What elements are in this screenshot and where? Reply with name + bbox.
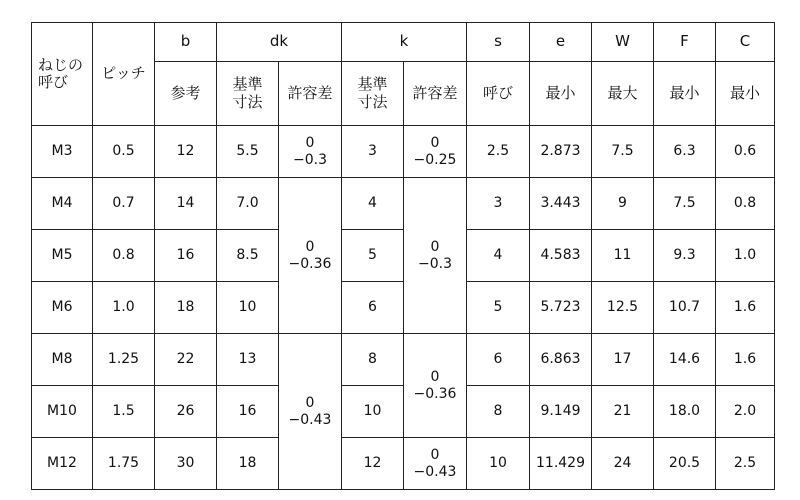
dk-cell: 18 (217, 438, 279, 490)
w-cell: 7.5 (592, 126, 654, 178)
dk-tolerance-cell: 0 −0.43 (279, 334, 342, 490)
f-cell: 14.6 (654, 334, 716, 386)
b-cell: 18 (155, 282, 217, 334)
table-row (32, 178, 775, 230)
table-row (32, 230, 775, 282)
dk-tolerance-cell: 0 −0.36 (279, 178, 342, 334)
size-cell: M4 (32, 178, 93, 230)
dk-tolerance-cell: 0 −0.3 (279, 126, 342, 178)
w-cell: 21 (592, 386, 654, 438)
e-cell: 3.443 (530, 178, 592, 230)
c-sub-header: 最小 (716, 62, 775, 126)
f-cell: 18.0 (654, 386, 716, 438)
table-row (32, 334, 775, 386)
k-tolerance-cell: 0 −0.25 (404, 126, 467, 178)
dk-cell: 16 (217, 386, 279, 438)
dk-cell: 5.5 (217, 126, 279, 178)
f-sub-header: 最小 (654, 62, 716, 126)
s-cell: 2.5 (467, 126, 530, 178)
size-cell: M8 (32, 334, 93, 386)
pitch-cell: 0.7 (93, 178, 155, 230)
s-sub-header: 呼び (467, 62, 530, 126)
b-header: b (155, 23, 217, 62)
k-tolerance-cell: 0 −0.43 (404, 438, 467, 490)
size-cell: M12 (32, 438, 93, 490)
screw-spec-table (31, 22, 775, 490)
size-header: ねじの 呼び (32, 23, 93, 126)
dk-nominal-header: 基準 寸法 (217, 62, 279, 126)
s-cell: 8 (467, 386, 530, 438)
e-header: e (530, 23, 592, 62)
pitch-cell: 1.0 (93, 282, 155, 334)
b-cell: 16 (155, 230, 217, 282)
k-tolerance-cell: 0 −0.36 (404, 334, 467, 438)
k-cell: 6 (342, 282, 404, 334)
b-sub-header: 参考 (155, 62, 217, 126)
c-cell: 0.6 (716, 126, 775, 178)
pitch-cell: 0.5 (93, 126, 155, 178)
c-cell: 2.5 (716, 438, 775, 490)
dk-tolerance-header: 許容差 (279, 62, 342, 126)
s-cell: 3 (467, 178, 530, 230)
b-cell: 30 (155, 438, 217, 490)
dk-cell: 13 (217, 334, 279, 386)
s-cell: 10 (467, 438, 530, 490)
c-cell: 1.6 (716, 282, 775, 334)
k-header: k (342, 23, 467, 62)
k-cell: 12 (342, 438, 404, 490)
e-cell: 11.429 (530, 438, 592, 490)
size-cell: M3 (32, 126, 93, 178)
pitch-cell: 0.8 (93, 230, 155, 282)
b-cell: 12 (155, 126, 217, 178)
table-row (32, 386, 775, 438)
table-row (32, 126, 775, 178)
size-cell: M6 (32, 282, 93, 334)
header-row-top (32, 23, 775, 62)
e-cell: 5.723 (530, 282, 592, 334)
e-cell: 4.583 (530, 230, 592, 282)
k-cell: 8 (342, 334, 404, 386)
pitch-cell: 1.25 (93, 334, 155, 386)
dk-cell: 7.0 (217, 178, 279, 230)
b-cell: 14 (155, 178, 217, 230)
k-tolerance-cell: 0 −0.3 (404, 178, 467, 334)
dk-header: dk (217, 23, 342, 62)
dk-cell: 8.5 (217, 230, 279, 282)
k-cell: 5 (342, 230, 404, 282)
f-cell: 10.7 (654, 282, 716, 334)
f-header: F (654, 23, 716, 62)
e-cell: 2.873 (530, 126, 592, 178)
b-cell: 26 (155, 386, 217, 438)
w-cell: 12.5 (592, 282, 654, 334)
f-cell: 7.5 (654, 178, 716, 230)
c-cell: 0.8 (716, 178, 775, 230)
s-cell: 6 (467, 334, 530, 386)
k-cell: 10 (342, 386, 404, 438)
c-cell: 1.0 (716, 230, 775, 282)
s-header: s (467, 23, 530, 62)
size-cell: M5 (32, 230, 93, 282)
w-cell: 24 (592, 438, 654, 490)
s-cell: 5 (467, 282, 530, 334)
c-header: C (716, 23, 775, 62)
table-row (32, 282, 775, 334)
w-cell: 17 (592, 334, 654, 386)
size-cell: M10 (32, 386, 93, 438)
w-sub-header: 最大 (592, 62, 654, 126)
k-cell: 4 (342, 178, 404, 230)
f-cell: 6.3 (654, 126, 716, 178)
pitch-header: ピッチ (93, 23, 155, 126)
pitch-cell: 1.75 (93, 438, 155, 490)
w-header: W (592, 23, 654, 62)
f-cell: 9.3 (654, 230, 716, 282)
c-cell: 2.0 (716, 386, 775, 438)
s-cell: 4 (467, 230, 530, 282)
w-cell: 9 (592, 178, 654, 230)
k-tolerance-header: 許容差 (404, 62, 467, 126)
b-cell: 22 (155, 334, 217, 386)
e-cell: 9.149 (530, 386, 592, 438)
c-cell: 1.6 (716, 334, 775, 386)
w-cell: 11 (592, 230, 654, 282)
dk-cell: 10 (217, 282, 279, 334)
e-cell: 6.863 (530, 334, 592, 386)
k-cell: 3 (342, 126, 404, 178)
f-cell: 20.5 (654, 438, 716, 490)
e-sub-header: 最小 (530, 62, 592, 126)
pitch-cell: 1.5 (93, 386, 155, 438)
table-row (32, 438, 775, 490)
k-nominal-header: 基準 寸法 (342, 62, 404, 126)
